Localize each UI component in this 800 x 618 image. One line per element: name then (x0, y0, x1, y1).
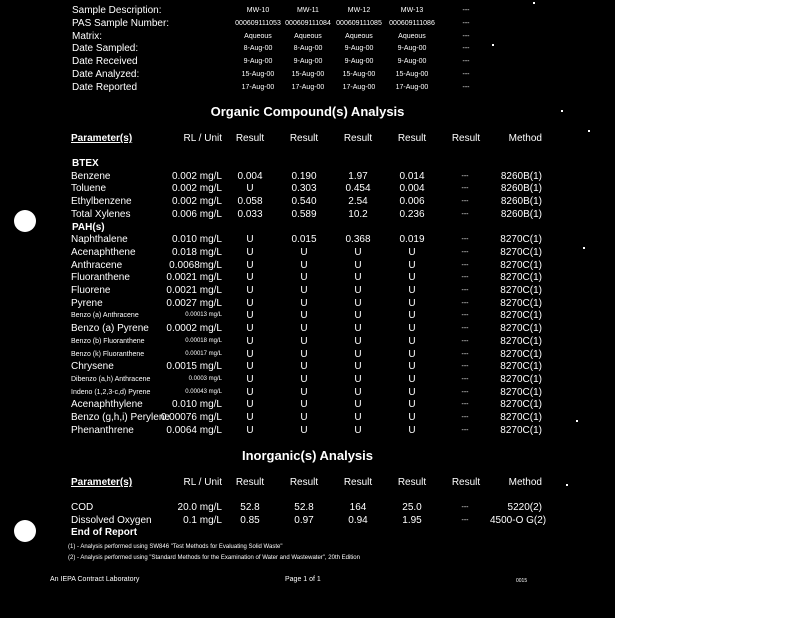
result-value: U (246, 285, 254, 296)
result-value: --- (461, 325, 469, 333)
method-value: 8260B(1) (500, 208, 542, 220)
reporting-limit: 0.002 mg/L (171, 170, 222, 182)
footnote-1: (1) - Analysis performed using SW846 "Test Methods for Evaluating Solid Waste" (68, 544, 283, 550)
method-value: 8270C(1) (500, 361, 542, 373)
result-value: 1.95 (402, 514, 422, 526)
header-value: MW-10 (246, 7, 270, 14)
result-value: 0.014 (399, 170, 425, 182)
result-value: U (354, 361, 362, 373)
header-value: --- (462, 83, 470, 91)
result-column-header: Result (289, 133, 319, 144)
category-label: BTEX (72, 158, 99, 169)
result-value: 0.033 (237, 208, 263, 220)
result-value: 0.015 (291, 234, 317, 246)
result-value: 0.540 (291, 196, 317, 208)
organic-section-title: Organic Compound(s) Analysis (210, 104, 405, 119)
parameter-name: Benzo (b) Fluoranthene (71, 337, 145, 345)
header-value: 9-Aug-00 (344, 58, 374, 66)
scan-speck (492, 44, 494, 46)
method-value: 8270C(1) (500, 246, 542, 258)
result-value: U (246, 323, 254, 335)
reporting-limit: 0.0003 mg/L (188, 375, 222, 382)
footer-lab-name: An IEPA Contract Laboratory (50, 576, 140, 583)
header-value: --- (462, 71, 470, 78)
scan-speck (576, 420, 578, 422)
rl-column-header: RL / Unit (183, 477, 222, 488)
header-value: 15-Aug-00 (291, 71, 325, 78)
result-value: 0.004 (399, 183, 425, 195)
result-value: U (300, 386, 308, 398)
reporting-limit: 0.002 mg/L (171, 183, 222, 195)
method-value: 8260B(1) (500, 183, 542, 195)
result-value: U (246, 399, 254, 411)
result-column-header: Result (451, 133, 481, 144)
method-value: 8270C(1) (500, 348, 542, 360)
parameter-name: Indeno (1,2,3-c,d) Pyrene (71, 388, 151, 396)
result-value: U (354, 348, 362, 360)
reporting-limit: 0.0064 mg/L (166, 424, 222, 436)
result-value: U (300, 412, 308, 423)
result-value: U (408, 361, 416, 373)
reporting-limit: 0.006 mg/L (171, 208, 222, 220)
result-value: 0.454 (345, 183, 371, 195)
header-value: MW-12 (347, 7, 371, 14)
result-value: U (354, 272, 362, 284)
reporting-limit: 0.0021 mg/L (166, 272, 222, 284)
header-value: MW-11 (297, 7, 319, 14)
method-value: 8270C(1) (500, 285, 542, 296)
result-value: 0.019 (399, 234, 425, 246)
header-value: 9-Aug-00 (397, 58, 427, 66)
table-row (0, 260, 615, 272)
result-value: --- (461, 261, 469, 269)
scan-speck (583, 247, 585, 249)
result-value: U (246, 348, 254, 360)
result-value: --- (461, 337, 469, 345)
result-value: 0.85 (240, 514, 260, 526)
scan-speck (533, 2, 535, 4)
table-row (0, 399, 615, 411)
header-label: Date Reported (72, 81, 138, 93)
result-column-header: Result (289, 477, 319, 488)
reporting-limit: 0.1 mg/L (183, 514, 222, 526)
header-label: Date Analyzed: (72, 69, 140, 80)
header-value: --- (462, 7, 470, 14)
result-value: --- (461, 401, 469, 409)
header-value: 8-Aug-00 (243, 45, 273, 53)
table-row (0, 412, 615, 424)
reporting-limit: 0.010 mg/L (171, 399, 222, 411)
result-value: --- (461, 198, 469, 206)
result-value: U (300, 285, 308, 296)
result-value: --- (461, 516, 469, 524)
parameter-name: Benzo (a) Pyrene (71, 323, 149, 335)
method-value: 8270C(1) (500, 335, 542, 347)
result-value: 2.54 (348, 196, 368, 208)
table-row (0, 374, 615, 386)
table-row (0, 209, 615, 221)
result-value: --- (461, 363, 469, 371)
header-value: 15-Aug-00 (395, 71, 429, 78)
header-value: 000609111084 (285, 19, 331, 27)
result-column-header: Result (343, 133, 373, 144)
result-value: U (408, 386, 416, 398)
header-value: Aqueous (345, 32, 373, 40)
table-row (0, 285, 615, 297)
page-number: Page 1 of 1 (285, 576, 321, 583)
parameter-name: Fluoranthene (71, 272, 130, 284)
parameter-name: Phenanthrene (71, 424, 134, 436)
result-value: U (300, 272, 308, 284)
result-value: 0.190 (291, 170, 317, 182)
header-value: 000609111053 (235, 19, 281, 27)
result-value: U (246, 424, 254, 436)
method-value: 8270C(1) (500, 399, 542, 411)
header-value: 8-Aug-00 (293, 45, 323, 53)
method-value: 8270C(1) (500, 272, 542, 284)
result-value: 0.97 (294, 514, 314, 526)
result-value: --- (461, 236, 469, 244)
parameter-name: Toluene (71, 183, 107, 195)
header-value: 17-Aug-00 (291, 83, 325, 91)
result-value: 25.0 (402, 502, 422, 513)
table-row (0, 425, 615, 437)
reporting-limit: 0.002 mg/L (171, 196, 222, 208)
result-value: U (354, 386, 362, 398)
result-value: 0.236 (399, 208, 425, 220)
method-value: 8270C(1) (500, 424, 542, 436)
method-value: 4500-O G(2) (490, 514, 547, 526)
result-value: U (246, 259, 254, 271)
result-value: 164 (349, 502, 367, 513)
inorganic-section-title: Inorganic(s) Analysis (242, 448, 373, 463)
footnote-2: (2) - Analysis performed using "Standard Methods for the Examination of Water and Wastewater", 20th Edition (68, 555, 360, 561)
result-value: U (408, 335, 416, 347)
header-value: 17-Aug-00 (241, 83, 275, 91)
table-row (0, 183, 615, 195)
result-value: U (354, 335, 362, 347)
reporting-limit: 0.00013 mg/L (185, 312, 222, 319)
reporting-limit: 20.0 mg/L (177, 502, 222, 513)
header-label: Matrix: (72, 30, 102, 42)
reporting-limit: 0.018 mg/L (171, 246, 222, 258)
result-value: 52.8 (240, 502, 260, 513)
header-value: MW-13 (400, 7, 424, 14)
header-value: 17-Aug-00 (342, 83, 376, 91)
result-value: U (408, 323, 416, 335)
header-value: 9-Aug-00 (397, 45, 427, 53)
method-value: 8270C(1) (500, 386, 542, 398)
result-value: U (300, 373, 308, 385)
method-value: 8260B(1) (500, 196, 542, 208)
result-value: 0.368 (345, 234, 371, 246)
result-value: U (354, 323, 362, 335)
result-value: --- (461, 350, 469, 358)
result-value: 0.94 (348, 514, 368, 526)
result-value: U (300, 259, 308, 271)
result-value: --- (461, 375, 469, 383)
method-value: 8270C(1) (500, 259, 542, 271)
method-value: 8270C(1) (500, 323, 542, 335)
result-value: 1.97 (348, 170, 368, 182)
result-value: --- (461, 312, 469, 320)
result-value: U (354, 297, 362, 309)
result-value: U (300, 361, 308, 373)
method-column-header: Method (508, 133, 542, 144)
result-value: U (354, 285, 362, 296)
result-value: U (354, 399, 362, 411)
end-of-report: End of Report (71, 527, 138, 538)
parameter-name: Dibenzo (a,h) Anthracene (71, 375, 151, 383)
header-value: Aqueous (244, 32, 272, 40)
result-value: 52.8 (294, 502, 314, 513)
reporting-limit: 0.00076 mg/L (160, 412, 222, 423)
reporting-limit: 0.010 mg/L (171, 234, 222, 246)
result-value: U (246, 272, 254, 284)
result-value: 0.058 (237, 196, 263, 208)
header-value: Aqueous (398, 32, 426, 40)
reporting-limit: 0.0015 mg/L (166, 361, 222, 373)
parameter-name: Ethylbenzene (71, 196, 132, 208)
result-value: U (408, 373, 416, 385)
result-value: U (300, 297, 308, 309)
table-row (0, 234, 615, 246)
result-value: --- (461, 426, 469, 434)
result-value: U (246, 297, 254, 309)
result-value: 10.2 (348, 208, 368, 220)
result-value: U (300, 335, 308, 347)
result-value: U (246, 246, 254, 258)
parameter-column-header: Parameter(s) (71, 477, 133, 488)
parameter-name: Pyrene (71, 297, 103, 309)
result-column-header: Result (397, 133, 427, 144)
reporting-limit: 0.00043 mg/L (185, 388, 222, 395)
table-row (0, 310, 615, 322)
header-label: Date Sampled: (72, 43, 139, 55)
parameter-name: Benzo (a) Anthracene (71, 312, 139, 320)
table-row (0, 196, 615, 208)
result-value: U (246, 183, 254, 195)
rl-column-header: RL / Unit (183, 133, 222, 144)
result-value: U (300, 399, 308, 411)
reporting-limit: 0.0021 mg/L (166, 285, 222, 296)
result-column-header: Result (343, 477, 373, 488)
table-row (0, 171, 615, 183)
table-row (0, 323, 615, 335)
table-row (0, 515, 615, 527)
parameter-name: Naphthalene (71, 234, 128, 246)
method-value: 8270C(1) (500, 373, 542, 385)
header-value: 17-Aug-00 (395, 83, 429, 91)
method-value: 8260B(1) (500, 170, 542, 182)
method-value: 8270C(1) (500, 234, 542, 246)
table-row (0, 502, 615, 514)
header-value: 15-Aug-00 (241, 71, 275, 78)
result-value: 0.303 (291, 183, 317, 195)
method-value: 5220(2) (507, 502, 542, 513)
result-value: U (408, 259, 416, 271)
parameter-name: Benzene (71, 170, 111, 182)
header-label: Date Received (72, 56, 138, 68)
table-row (0, 298, 615, 310)
header-value: 9-Aug-00 (344, 45, 374, 53)
result-column-header: Result (451, 477, 481, 488)
result-value: U (246, 310, 254, 322)
result-value: --- (461, 504, 469, 511)
result-value: U (408, 399, 416, 411)
parameter-name: Acenaphthene (71, 246, 136, 258)
scan-speck (566, 484, 568, 486)
reporting-limit: 0.0068mg/L (169, 259, 222, 271)
table-row (0, 387, 615, 399)
result-value: --- (461, 172, 469, 180)
parameter-column-header: Parameter(s) (71, 133, 133, 144)
result-value: U (354, 424, 362, 436)
result-value: U (246, 361, 254, 373)
parameter-name: Fluorene (71, 285, 111, 296)
result-value: --- (461, 287, 469, 294)
parameter-name: Chrysene (71, 361, 114, 373)
result-value: U (300, 424, 308, 436)
parameter-name: Anthracene (71, 259, 123, 271)
header-value: --- (462, 58, 470, 66)
header-value: 000609111085 (336, 19, 382, 27)
result-value: U (354, 246, 362, 258)
result-value: U (246, 335, 254, 347)
category-label: PAH(s) (72, 221, 105, 233)
method-value: 8270C(1) (500, 412, 542, 423)
result-value: U (408, 310, 416, 322)
result-column-header: Result (235, 133, 265, 144)
result-value: 0.006 (399, 196, 425, 208)
header-value: --- (462, 32, 470, 40)
result-value: U (408, 348, 416, 360)
result-value: U (408, 297, 416, 309)
table-row (0, 361, 615, 373)
result-value: --- (461, 299, 469, 307)
document-number: 0015 (516, 578, 528, 584)
result-value: U (300, 323, 308, 335)
result-value: 0.589 (291, 208, 317, 220)
header-value: 9-Aug-00 (293, 58, 323, 66)
header-value: --- (462, 19, 470, 27)
result-value: U (408, 285, 416, 296)
parameter-name: COD (71, 502, 94, 513)
header-label: Sample Description: (72, 5, 162, 16)
header-value: 15-Aug-00 (342, 71, 376, 78)
parameter-name: Acenaphthylene (71, 399, 143, 411)
header-value: --- (462, 45, 470, 53)
result-value: U (408, 246, 416, 258)
table-row (0, 247, 615, 259)
result-value: U (354, 373, 362, 385)
result-value: U (246, 386, 254, 398)
header-label: PAS Sample Number: (72, 17, 170, 29)
result-value: --- (461, 274, 469, 282)
reporting-limit: 0.0002 mg/L (166, 323, 222, 335)
result-value: --- (461, 210, 469, 218)
result-value: U (300, 310, 308, 322)
method-value: 8270C(1) (500, 297, 542, 309)
result-value: U (408, 272, 416, 284)
result-value: U (408, 412, 416, 423)
reporting-limit: 0.00018 mg/L (185, 337, 222, 344)
parameter-name: Benzo (g,h,i) Perylene (71, 412, 170, 423)
reporting-limit: 0.00017 mg/L (185, 350, 222, 357)
result-value: U (246, 412, 254, 423)
result-value: 0.004 (237, 170, 263, 182)
result-value: U (354, 412, 362, 423)
result-value: U (300, 348, 308, 360)
scan-speck (561, 110, 563, 112)
header-value: 9-Aug-00 (243, 58, 273, 66)
parameter-name: Dissolved Oxygen (71, 514, 152, 526)
table-row (0, 349, 615, 361)
result-value: U (354, 310, 362, 322)
reporting-limit: 0.0027 mg/L (166, 297, 222, 309)
method-value: 8270C(1) (500, 310, 542, 322)
result-value: U (246, 373, 254, 385)
scan-speck (588, 130, 590, 132)
result-value: U (408, 424, 416, 436)
header-value: 000609111086 (389, 19, 435, 27)
result-value: U (300, 246, 308, 258)
header-value: Aqueous (294, 32, 322, 40)
result-value: --- (461, 414, 469, 421)
result-value: --- (461, 248, 469, 256)
parameter-name: Total Xylenes (71, 208, 131, 220)
result-column-header: Result (235, 477, 265, 488)
table-row (0, 336, 615, 348)
result-value: U (354, 259, 362, 271)
result-value: --- (461, 388, 469, 396)
table-row (0, 272, 615, 284)
result-value: U (246, 234, 254, 246)
method-column-header: Method (508, 477, 542, 488)
parameter-name: Benzo (k) Fluoranthene (71, 350, 145, 358)
result-column-header: Result (397, 477, 427, 488)
result-value: --- (461, 185, 469, 193)
